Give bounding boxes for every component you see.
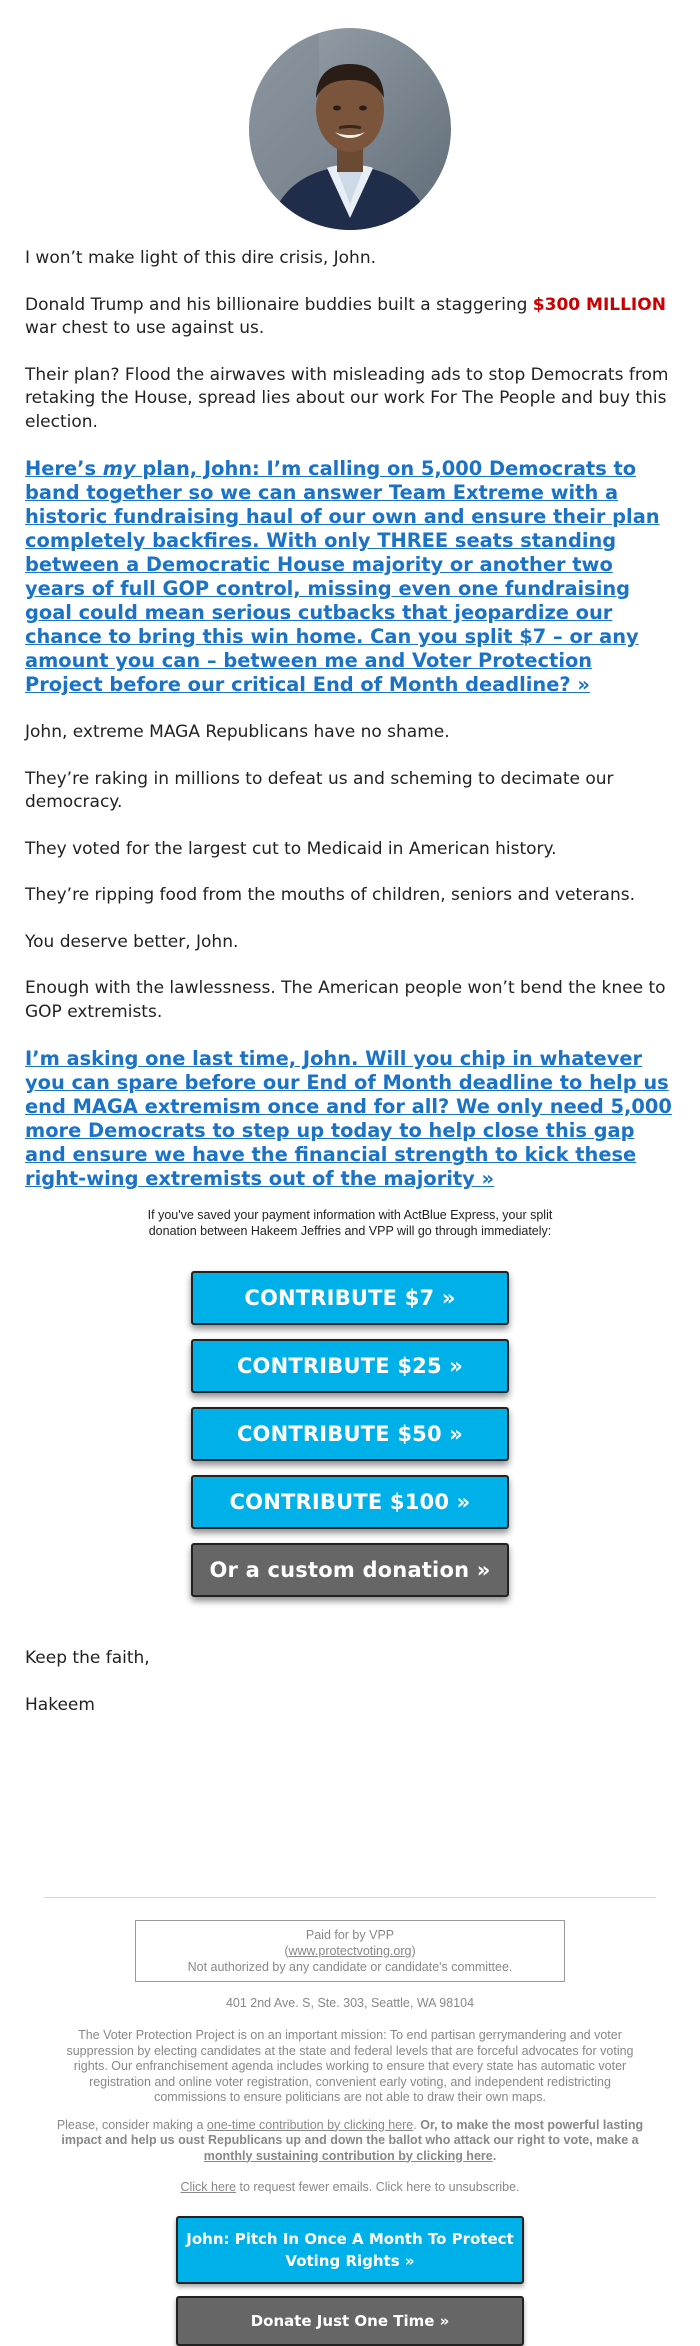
mission-statement: The Voter Protection Project is on an important mission: To end partisan gerrymandering and voter suppression by electing candidates at the state and federal levels that are forceful advocates for voting rights. Our enfranchisement agenda includes working to ensure that every state has automatic voter registration and online voter registration, convenient early voting, and independent redistricting commissions to ensure politicians are not able to draw their own maps.: [66, 2028, 634, 2104]
donate-link-plan[interactable]: [25, 457, 675, 697]
express-line: If you've saved your payment information with ActBlue Express, your split: [147, 1208, 553, 1222]
one-time-contribution-link[interactable]: one-time contribution by clicking here: [206, 2117, 414, 2132]
closing: [0, 1647, 700, 1717]
paren: (: [284, 1944, 289, 1958]
footer-divider: [44, 1897, 656, 1898]
preferences-text: to request fewer emails. Click here to unsubscribe.: [236, 2180, 520, 2194]
paragraph-intro: I won’t make light of this dire crisis, John.: [25, 248, 377, 268]
paren: ): [411, 1944, 416, 1958]
fewer-emails-link[interactable]: Click here: [180, 2180, 237, 2194]
actblue-express-note: [0, 1207, 700, 1239]
contribute-50-button[interactable]: CONTRIBUTE $50 »: [191, 1407, 509, 1461]
header: [0, 0, 700, 233]
custom-donation-button[interactable]: Or a custom donation »: [191, 1543, 509, 1597]
donate-link-last-time[interactable]: I’m asking one last time, John. Will you chip in whatever you can spare before our End of Month deadline to help us end MAGA extremism once and for all? We only need 5,000 more Democrats to step up today to help close this gap and ensure we have the financial strength to kick these right-wing extremists out of the majority »: [25, 1047, 672, 1190]
paragraph-no-shame: John, extreme MAGA Republicans have no shame.: [25, 722, 450, 742]
disclaimer-line: Not authorized by any candidate or candidate's committee.: [187, 1960, 513, 1974]
portrait-image: [249, 28, 451, 230]
link-emphasis: my: [102, 457, 136, 480]
contribute-7-button[interactable]: CONTRIBUTE $7 »: [191, 1271, 509, 1325]
contribution-note: [55, 2118, 645, 2165]
closing-line: Keep the faith,: [25, 1648, 150, 1668]
mailing-address: 401 2nd Ave. S, Ste. 303, Seattle, WA 98104: [225, 1996, 475, 2010]
email-preferences: [0, 2180, 700, 2194]
paragraph-their-plan: Their plan? Flood the airwaves with misleading ads to stop Democrats from retaking the House, spread lies about our work For The People and buy this election.: [25, 364, 669, 432]
paragraph-text: war chest to use against us.: [25, 318, 265, 338]
paragraph-medicaid: They voted for the largest cut to Medicaid in American history.: [25, 838, 557, 859]
paragraph-raking: They’re raking in millions to defeat us and scheming to decimate our democracy.: [25, 768, 614, 812]
paragraph-text: Donald Trump and his billionaire buddies built a staggering: [25, 294, 533, 315]
link-text: plan, John: I’m calling on 5,000 Democrats to band together so we can answer Team Extreme with a historic fundraising haul of our own and ensure their plan completely backfires. With only THREE seats standing between a Democratic House majority or another two years of full GOP control, missing even one fundraising goal could mean serious cutbacks that jeopardize our chance to bring this win home. Can you split $7 – or any amount you can – between me and Voter Protection Project before our critical End of Month deadline? »: [25, 457, 660, 696]
link-text: Here’s: [25, 457, 103, 480]
footer: [0, 1897, 700, 2346]
contribute-buttons: [0, 1271, 700, 1597]
note-text: .: [413, 2117, 421, 2132]
paragraph-war-chest: [25, 294, 675, 341]
express-line: donation between Hakeem Jeffries and VPP will go through immediately:: [148, 1224, 552, 1238]
monthly-contribution-link[interactable]: monthly sustaining contribution by clicking here: [203, 2148, 493, 2163]
contribute-100-button[interactable]: CONTRIBUTE $100 »: [191, 1475, 509, 1529]
paragraph-lawlessness: Enough with the lawlessness. The American people won’t bend the knee to GOP extremists.: [25, 978, 666, 1022]
website-link[interactable]: www.protectvoting.org: [288, 1944, 412, 1958]
signature: Hakeem: [25, 1694, 95, 1715]
contribute-25-button[interactable]: CONTRIBUTE $25 »: [191, 1339, 509, 1393]
paragraph-food: They’re ripping food from the mouths of children, seniors and veterans.: [25, 885, 635, 905]
paid-for-line: Paid for by VPP: [305, 1928, 395, 1942]
highlight-amount: $300 MILLION: [532, 294, 666, 315]
paragraph-deserve: You deserve better, John.: [25, 931, 239, 952]
avatar: [249, 28, 451, 230]
note-bold-text: .: [492, 2148, 497, 2163]
paid-for-box: [135, 1920, 565, 1982]
monthly-donation-button[interactable]: John: Pitch In Once A Month To Protect Voting Rights »: [176, 2216, 524, 2284]
note-text: Please, consider making a: [56, 2117, 207, 2132]
paid-for-url-line: [144, 1943, 556, 1959]
note-bold-text: Or, to make the most powerful lasting impact and help us oust Republicans up and down the ballot who attack our right to vote, make a: [61, 2117, 644, 2147]
email-body: [0, 247, 700, 1191]
one-time-donation-button[interactable]: Donate Just One Time »: [176, 2296, 524, 2346]
